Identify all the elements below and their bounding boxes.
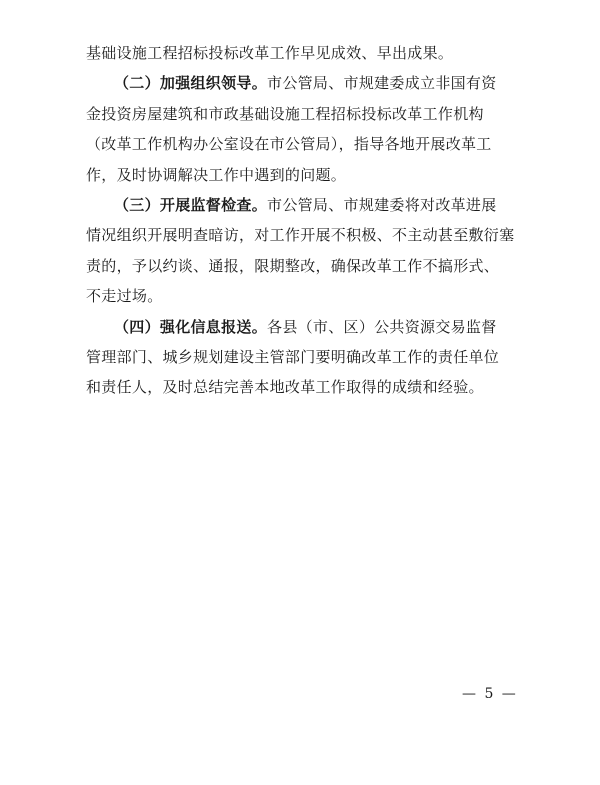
section-two-line — [86, 68, 518, 98]
body-text-run: 各县（市、区）公共资源交易监督 — [267, 317, 497, 336]
body-line: 责的，予以约谈、通报，限期整改，确保改革工作不搞形式、 — [86, 256, 500, 275]
section-heading: （三）开展监督检查。 — [114, 195, 268, 214]
section-heading: （二）加强组织领导。 — [114, 74, 268, 93]
section-four-line — [86, 312, 518, 342]
body-line: 金投资房屋建筑和市政基础设施工程招标投标改革工作机构 — [86, 104, 484, 123]
section-three-line — [86, 190, 518, 220]
body-line: 基础设施工程招标投标改革工作早见成效、早出成果。 — [86, 44, 454, 62]
body-line: 作，及时协调解决工作中遇到的问题。 — [86, 165, 347, 184]
body-line: 和责任人，及时总结完善本地改革工作取得的成绩和经验。 — [86, 378, 484, 397]
page-number: — 5 — — [462, 686, 518, 702]
body-line: （改革工作机构办公室设在市公管局），指导各地开展改革工 — [86, 135, 492, 154]
body-line: 管理部门、城乡规划建设主管部门要明确改革工作的责任单位 — [86, 347, 500, 366]
body-text-run: 市公管局、市规建委将对改革进展 — [267, 195, 497, 214]
section-heading: （四）强化信息报送。 — [114, 317, 268, 336]
document-body — [86, 38, 518, 403]
body-line: 不走过场。 — [86, 287, 163, 306]
body-line: 情况组织开展明查暗访，对工作开展不积极、不主动甚至敷衍塞 — [86, 226, 515, 245]
body-text-run: 市公管局、市规建委成立非国有资 — [267, 74, 497, 93]
